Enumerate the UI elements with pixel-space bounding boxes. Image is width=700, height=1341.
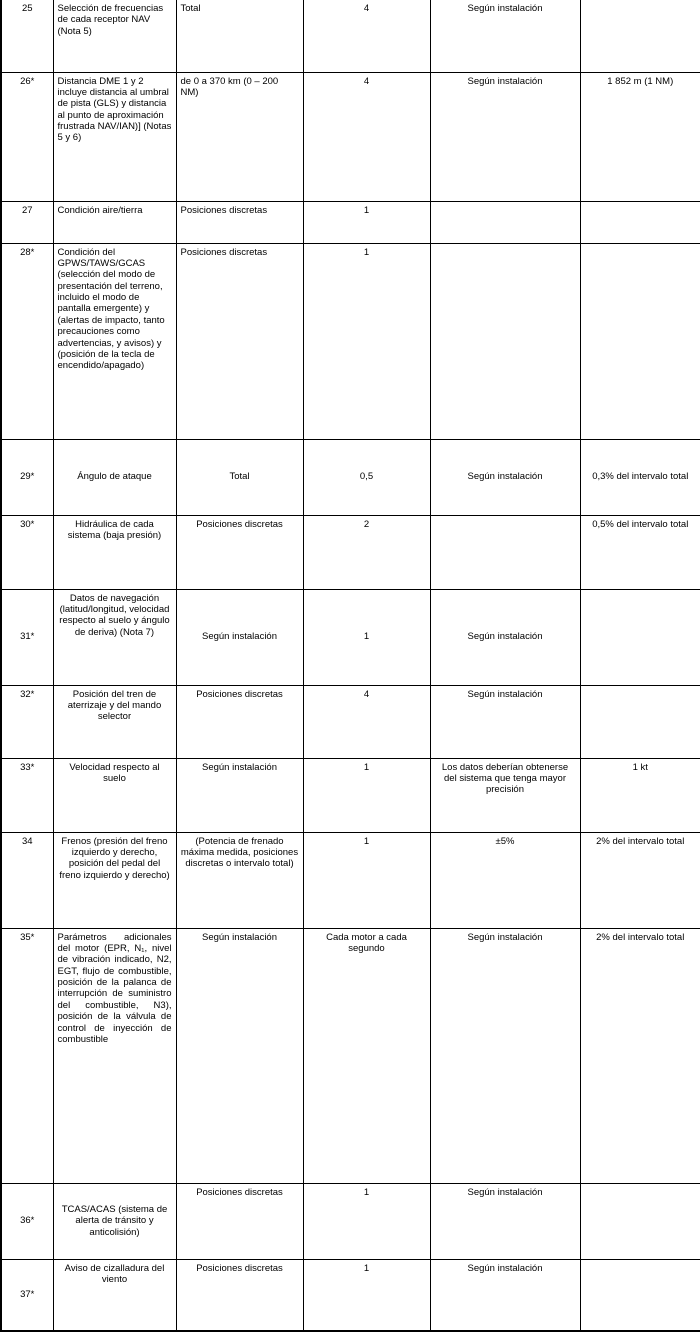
resolution-cell: 0,5% del intervalo total xyxy=(580,515,700,589)
accuracy-cell: Según instalación xyxy=(430,72,580,201)
row-number: 35* xyxy=(1,928,53,1183)
row-number: 28* xyxy=(1,243,53,439)
resolution-cell xyxy=(580,1183,700,1259)
parameter-cell: Datos de navegación (latitud/longitud, velocidad respecto al suelo y ángulo de deriva) (Nota 7) xyxy=(53,589,176,685)
row-number: 30* xyxy=(1,515,53,589)
accuracy-cell: ±5% xyxy=(430,832,580,928)
table-row xyxy=(1,201,700,243)
range-cell: Posiciones discretas xyxy=(176,515,303,589)
parameter-cell: TCAS/ACAS (sistema de alerta de tránsito y anticolisión) xyxy=(53,1183,176,1259)
parameter-cell: Frenos (presión del freno izquierdo y derecho, posición del pedal del freno izquierdo y derecho) xyxy=(53,832,176,928)
resolution-cell: 1 852 m (1 NM) xyxy=(580,72,700,201)
resolution-cell: 2% del intervalo total xyxy=(580,928,700,1183)
range-cell: Total xyxy=(176,0,303,72)
accuracy-cell: Según instalación xyxy=(430,1259,580,1331)
accuracy-cell: Según instalación xyxy=(430,928,580,1183)
range-cell: Posiciones discretas xyxy=(176,243,303,439)
parameter-cell: Ángulo de ataque xyxy=(53,439,176,515)
row-number: 26* xyxy=(1,72,53,201)
row-number: 25 xyxy=(1,0,53,72)
table-row xyxy=(1,685,700,758)
range-cell: Posiciones discretas xyxy=(176,1259,303,1331)
interval-cell: 1 xyxy=(303,201,430,243)
interval-cell: 0,5 xyxy=(303,439,430,515)
range-cell: (Potencia de frenado máxima medida, posiciones discretas o intervalo total) xyxy=(176,832,303,928)
table-row xyxy=(1,758,700,832)
row-number: 32* xyxy=(1,685,53,758)
table-row xyxy=(1,1259,700,1331)
parameter-cell: Hidráulica de cada sistema (baja presión) xyxy=(53,515,176,589)
row-number: 34 xyxy=(1,832,53,928)
table-row xyxy=(1,515,700,589)
row-number: 37* xyxy=(1,1259,53,1331)
interval-cell: Cada motor a cada segundo xyxy=(303,928,430,1183)
table-row xyxy=(1,832,700,928)
table-row xyxy=(1,72,700,201)
parameter-cell: Condición aire/tierra xyxy=(53,201,176,243)
parameter-cell: Velocidad respecto al suelo xyxy=(53,758,176,832)
interval-cell: 1 xyxy=(303,1183,430,1259)
resolution-cell xyxy=(580,201,700,243)
range-cell: Según instalación xyxy=(176,928,303,1183)
table-row xyxy=(1,928,700,1183)
parameter-cell: Parámetros adicionales del motor (EPR, N₁, nivel de vibración indicado, N2, EGT, flujo de combustible, posición de la palanca de interrupción de suministro del combustible, N3), posición de la válvula de control de inyección de combustible xyxy=(53,928,176,1183)
range-cell: Posiciones discretas xyxy=(176,1183,303,1259)
range-cell: de 0 a 370 km (0 – 200 NM) xyxy=(176,72,303,201)
accuracy-cell: Según instalación xyxy=(430,589,580,685)
range-cell: Según instalación xyxy=(176,758,303,832)
row-number: 29* xyxy=(1,439,53,515)
row-number: 31* xyxy=(1,589,53,685)
accuracy-cell: Según instalación xyxy=(430,439,580,515)
parameter-cell: Distancia DME 1 y 2 incluye distancia al umbral de pista (GLS) y distancia al punto de aproximación frustrada NAV/IAN)] (Notas 5 y 6) xyxy=(53,72,176,201)
resolution-cell xyxy=(580,1259,700,1331)
resolution-cell: 1 kt xyxy=(580,758,700,832)
interval-cell: 2 xyxy=(303,515,430,589)
accuracy-cell xyxy=(430,515,580,589)
table-row xyxy=(1,589,700,685)
range-cell: Según instalación xyxy=(176,589,303,685)
interval-cell: 1 xyxy=(303,832,430,928)
table-row xyxy=(1,1183,700,1259)
resolution-cell xyxy=(580,685,700,758)
interval-cell: 1 xyxy=(303,243,430,439)
table-row xyxy=(1,243,700,439)
parameter-cell: Selección de frecuencias de cada receptor NAV (Nota 5) xyxy=(53,0,176,72)
accuracy-cell xyxy=(430,201,580,243)
range-cell: Posiciones discretas xyxy=(176,201,303,243)
resolution-cell: 0,3% del intervalo total xyxy=(580,439,700,515)
interval-cell: 1 xyxy=(303,1259,430,1331)
parameter-cell: Condición del GPWS/TAWS/GCAS (selección del modo de presentación del terreno, incluido el modo de pantalla emergente) y (alertas de impacto, tanto precauciones como advertencias, y avisos) y (posición de la tecla de encendido/apagado) xyxy=(53,243,176,439)
interval-cell: 4 xyxy=(303,0,430,72)
interval-cell: 1 xyxy=(303,758,430,832)
resolution-cell: 2% del intervalo total xyxy=(580,832,700,928)
interval-cell: 4 xyxy=(303,685,430,758)
accuracy-cell: Según instalación xyxy=(430,0,580,72)
table-row xyxy=(1,439,700,515)
table-row xyxy=(1,0,700,72)
row-number: 36* xyxy=(1,1183,53,1259)
resolution-cell xyxy=(580,0,700,72)
row-number: 27 xyxy=(1,201,53,243)
accuracy-cell xyxy=(430,243,580,439)
accuracy-cell: Según instalación xyxy=(430,685,580,758)
interval-cell: 1 xyxy=(303,589,430,685)
parameter-cell: Aviso de cizalladura del viento xyxy=(53,1259,176,1331)
row-number: 33* xyxy=(1,758,53,832)
resolution-cell xyxy=(580,243,700,439)
parameter-cell: Posición del tren de aterrizaje y del mando selector xyxy=(53,685,176,758)
range-cell: Posiciones discretas xyxy=(176,685,303,758)
accuracy-cell: Según instalación xyxy=(430,1183,580,1259)
resolution-cell xyxy=(580,589,700,685)
interval-cell: 4 xyxy=(303,72,430,201)
accuracy-cell: Los datos deberían obtenerse del sistema que tenga mayor precisión xyxy=(430,758,580,832)
range-cell: Total xyxy=(176,439,303,515)
